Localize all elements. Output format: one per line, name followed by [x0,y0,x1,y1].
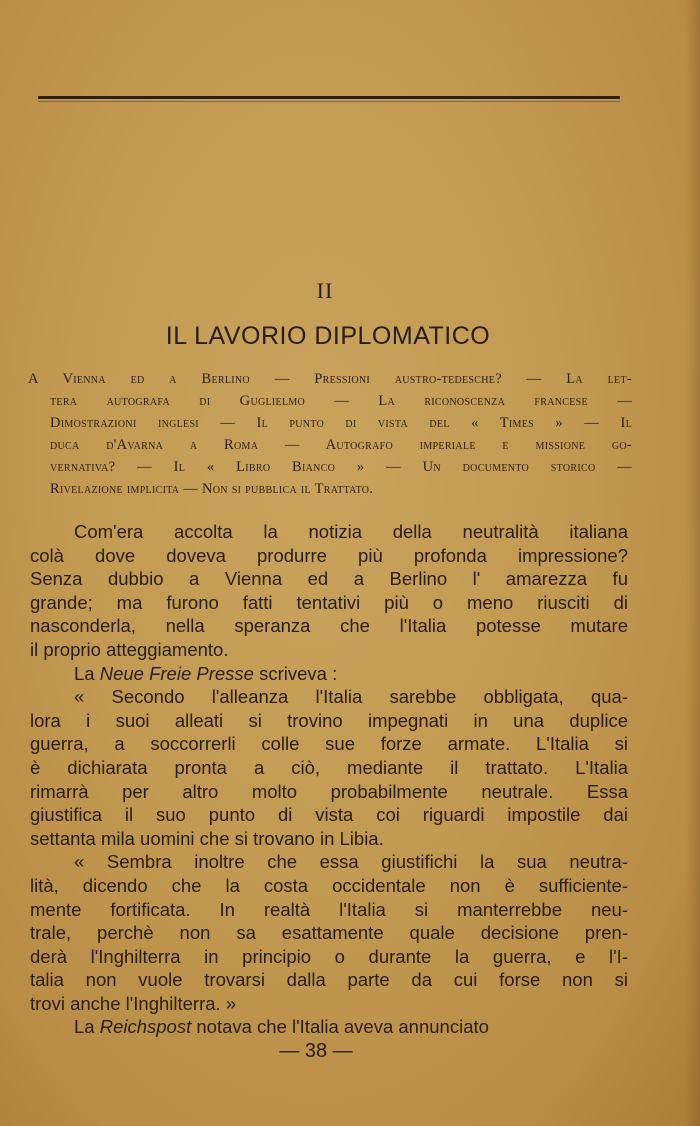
text-line: lora i suoi alleati si trovino impegnati in una duplice [30,709,628,731]
newspaper-name: Neue Freie Presse [99,662,254,684]
text-line: Senza dubbio a Vienna ed a Berlino l' amarezza fu [30,568,628,590]
text-line: trovi anche l'Inghilterra. » [30,992,237,1014]
summary-line: Rivelazione implicita — Non si pubblica il Trattato. [50,481,374,497]
text-line: mente fortificata. In realtà l'Italia si manterrebbe neu- [30,898,628,920]
quotation-paragraph [30,850,628,1015]
text-line: grande; ma furono fatti tentativi più o meno riusciti di [30,591,628,613]
summary-line: duca d'Avarna a Roma — Autografo imperiale e missione go- [50,437,632,453]
text-run: notava che l'Italia aveva annunciato [191,1016,489,1038]
text-line: trale, perchè non sa esattamente quale decisione pren- [30,922,628,944]
text-line [30,1015,628,1039]
text-line: il proprio atteggiamento. [30,638,229,660]
text-line: « Secondo l'alleanza l'Italia sarebbe obbligata, qua- [74,686,628,708]
newspaper-name: Reichspost [99,1016,192,1038]
text-line: è dichiarata pronta a ciò, mediante il trattato. L'Italia [30,756,628,778]
summary-line: vernativa? — Il « Libro Bianco » — Un documento storico — [50,459,632,475]
text-line [30,662,628,686]
text-line: derà l'Inghilterra in principio o durante la guerra, e l'I- [30,945,628,967]
chapter-summary [28,368,632,500]
summary-line: A Vienna ed a Berlino — Pressioni austro-tedesche? — La let- [28,371,632,387]
text-line: talia non vuole trovarsi dalla parte da cui forse non si [30,969,628,991]
header-rule-thin [38,101,620,102]
body-text [30,520,628,1039]
text-run: La [74,662,100,684]
text-line: rimarrà per altro molto probabilmente neutrale. Essa [30,780,628,802]
paragraph [30,520,628,662]
text-line: giustifica il suo punto di vista coi riguardi impostile dai [30,804,628,826]
text-line: nasconderla, nella speranza che l'Italia potesse mutare [30,615,628,637]
text-line: « Sembra inoltre che essa giustifichi la sua neutra- [74,851,628,873]
chapter-title: IL LAVORIO DIPLOMATICO [165,322,491,350]
text-line: Com'era accolta la notizia della neutralità italiana [74,521,628,542]
text-run: scriveva : [253,662,338,684]
text-run: La [74,1016,100,1038]
text-line: settanta mila uomini che si trovano in Libia. [30,827,384,849]
paragraph [30,662,628,686]
page-edge-shadow [686,0,700,1126]
text-line: guerra, a soccorrerli colle sue forze armate. L'Italia si [30,733,628,755]
quotation-paragraph [30,685,628,850]
paragraph [30,1015,628,1039]
header-rule [38,96,620,99]
chapter-number: II [316,278,334,303]
text-line: colà dove doveva produrre più profonda impressione? [30,544,628,566]
text-line: lità, dicendo che la costa occidentale non è sufficiente- [30,874,628,896]
summary-line: Dimostrazioni inglesi — Il punto di vista del « Times » — Il [50,415,632,431]
page-number: — 38 — [279,1040,353,1062]
summary-line: tera autografa di Guglielmo — La riconoscenza francese — [50,393,632,409]
